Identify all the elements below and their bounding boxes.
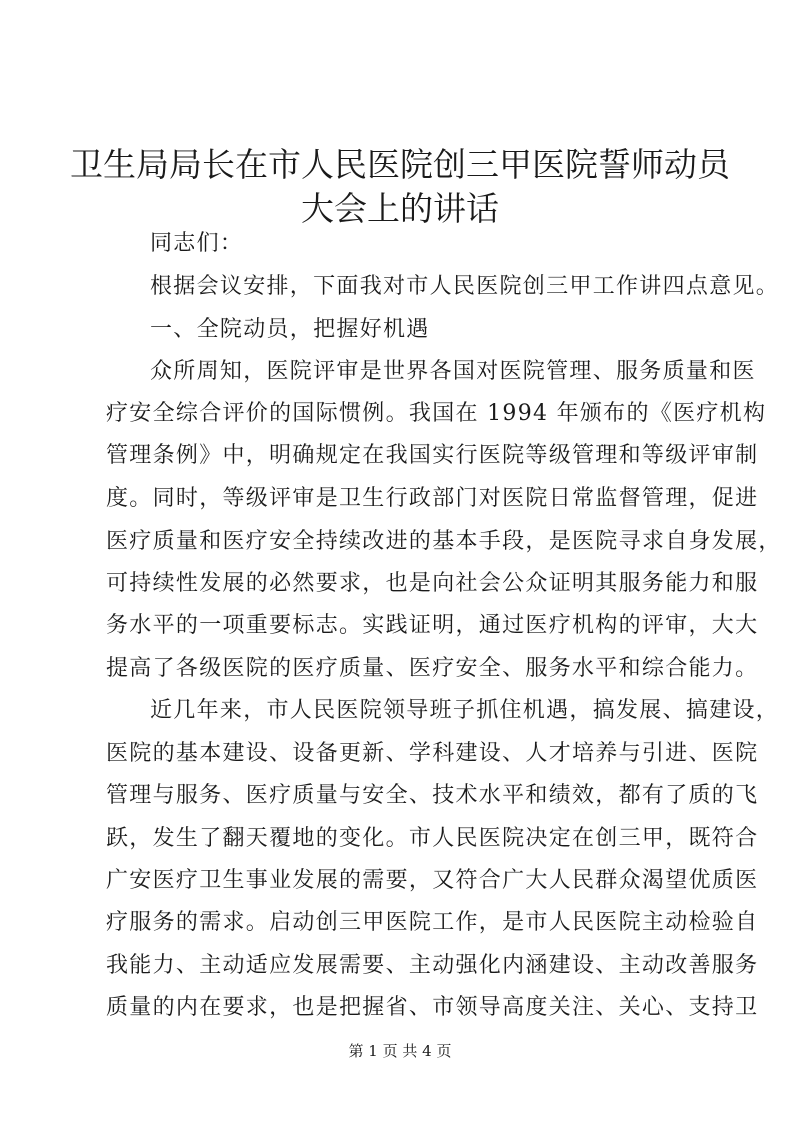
- document-title-line-1: 卫生局局长在市人民医院创三甲医院誓师动员: [70, 145, 730, 184]
- paragraph-line: 可持续性发展的必然要求，也是向社会公众证明其服务能力和服: [106, 571, 759, 596]
- paragraph-line: 质量的内在要求，也是把握省、市领导高度关注、关心、支持卫: [106, 995, 759, 1020]
- paragraph-line: 疗服务的需求。启动创三甲医院工作，是市人民医院主动检验自: [106, 910, 759, 935]
- paragraph-line: 疗安全综合评价的国际惯例。我国在 1994 年颁布的《医疗机构: [106, 401, 767, 426]
- paragraph-line: 务水平的一项重要标志。实践证明，通过医疗机构的评审，大大: [106, 613, 759, 638]
- page-number-footer: 第 1 页 共 4 页: [348, 1042, 452, 1060]
- paragraph-line: 众所周知，医院评审是世界各国对医院管理、服务质量和医: [150, 359, 756, 384]
- salutation: 同志们：: [150, 231, 244, 256]
- paragraph-line: 管理条例》中，明确规定在我国实行医院等级管理和等级评审制: [106, 443, 759, 468]
- paragraph-line: 医疗质量和医疗安全持续改进的基本手段，是医院寻求自身发展，: [106, 529, 782, 554]
- paragraph-line: 跃，发生了翻天覆地的变化。市人民医院决定在创三甲，既符合: [106, 826, 759, 851]
- paragraph-line: 近几年来，市人民医院领导班子抓住机遇，搞发展、搞建设，: [150, 698, 780, 723]
- paragraph-line: 广安医疗卫生事业发展的需要，又符合广大人民群众渴望优质医: [106, 868, 759, 893]
- document-title-line-2: 大会上的讲话: [301, 189, 499, 228]
- paragraph-line: 提高了各级医院的医疗质量、医疗安全、服务水平和综合能力。: [106, 656, 759, 681]
- section-heading: 一、全院动员，把握好机遇: [150, 317, 430, 342]
- paragraph-line: 医院的基本建设、设备更新、学科建设、人才培养与引进、医院: [106, 741, 759, 766]
- paragraph-line: 我能力、主动适应发展需要、主动强化内涵建设、主动改善服务: [106, 953, 759, 978]
- intro-paragraph: 根据会议安排，下面我对市人民医院创三甲工作讲四点意见。: [150, 274, 780, 299]
- paragraph-line: 度。同时，等级评审是卫生行政部门对医院日常监督管理，促进: [106, 486, 759, 511]
- paragraph-line: 管理与服务、医疗质量与安全、技术水平和绩效，都有了质的飞: [106, 783, 759, 808]
